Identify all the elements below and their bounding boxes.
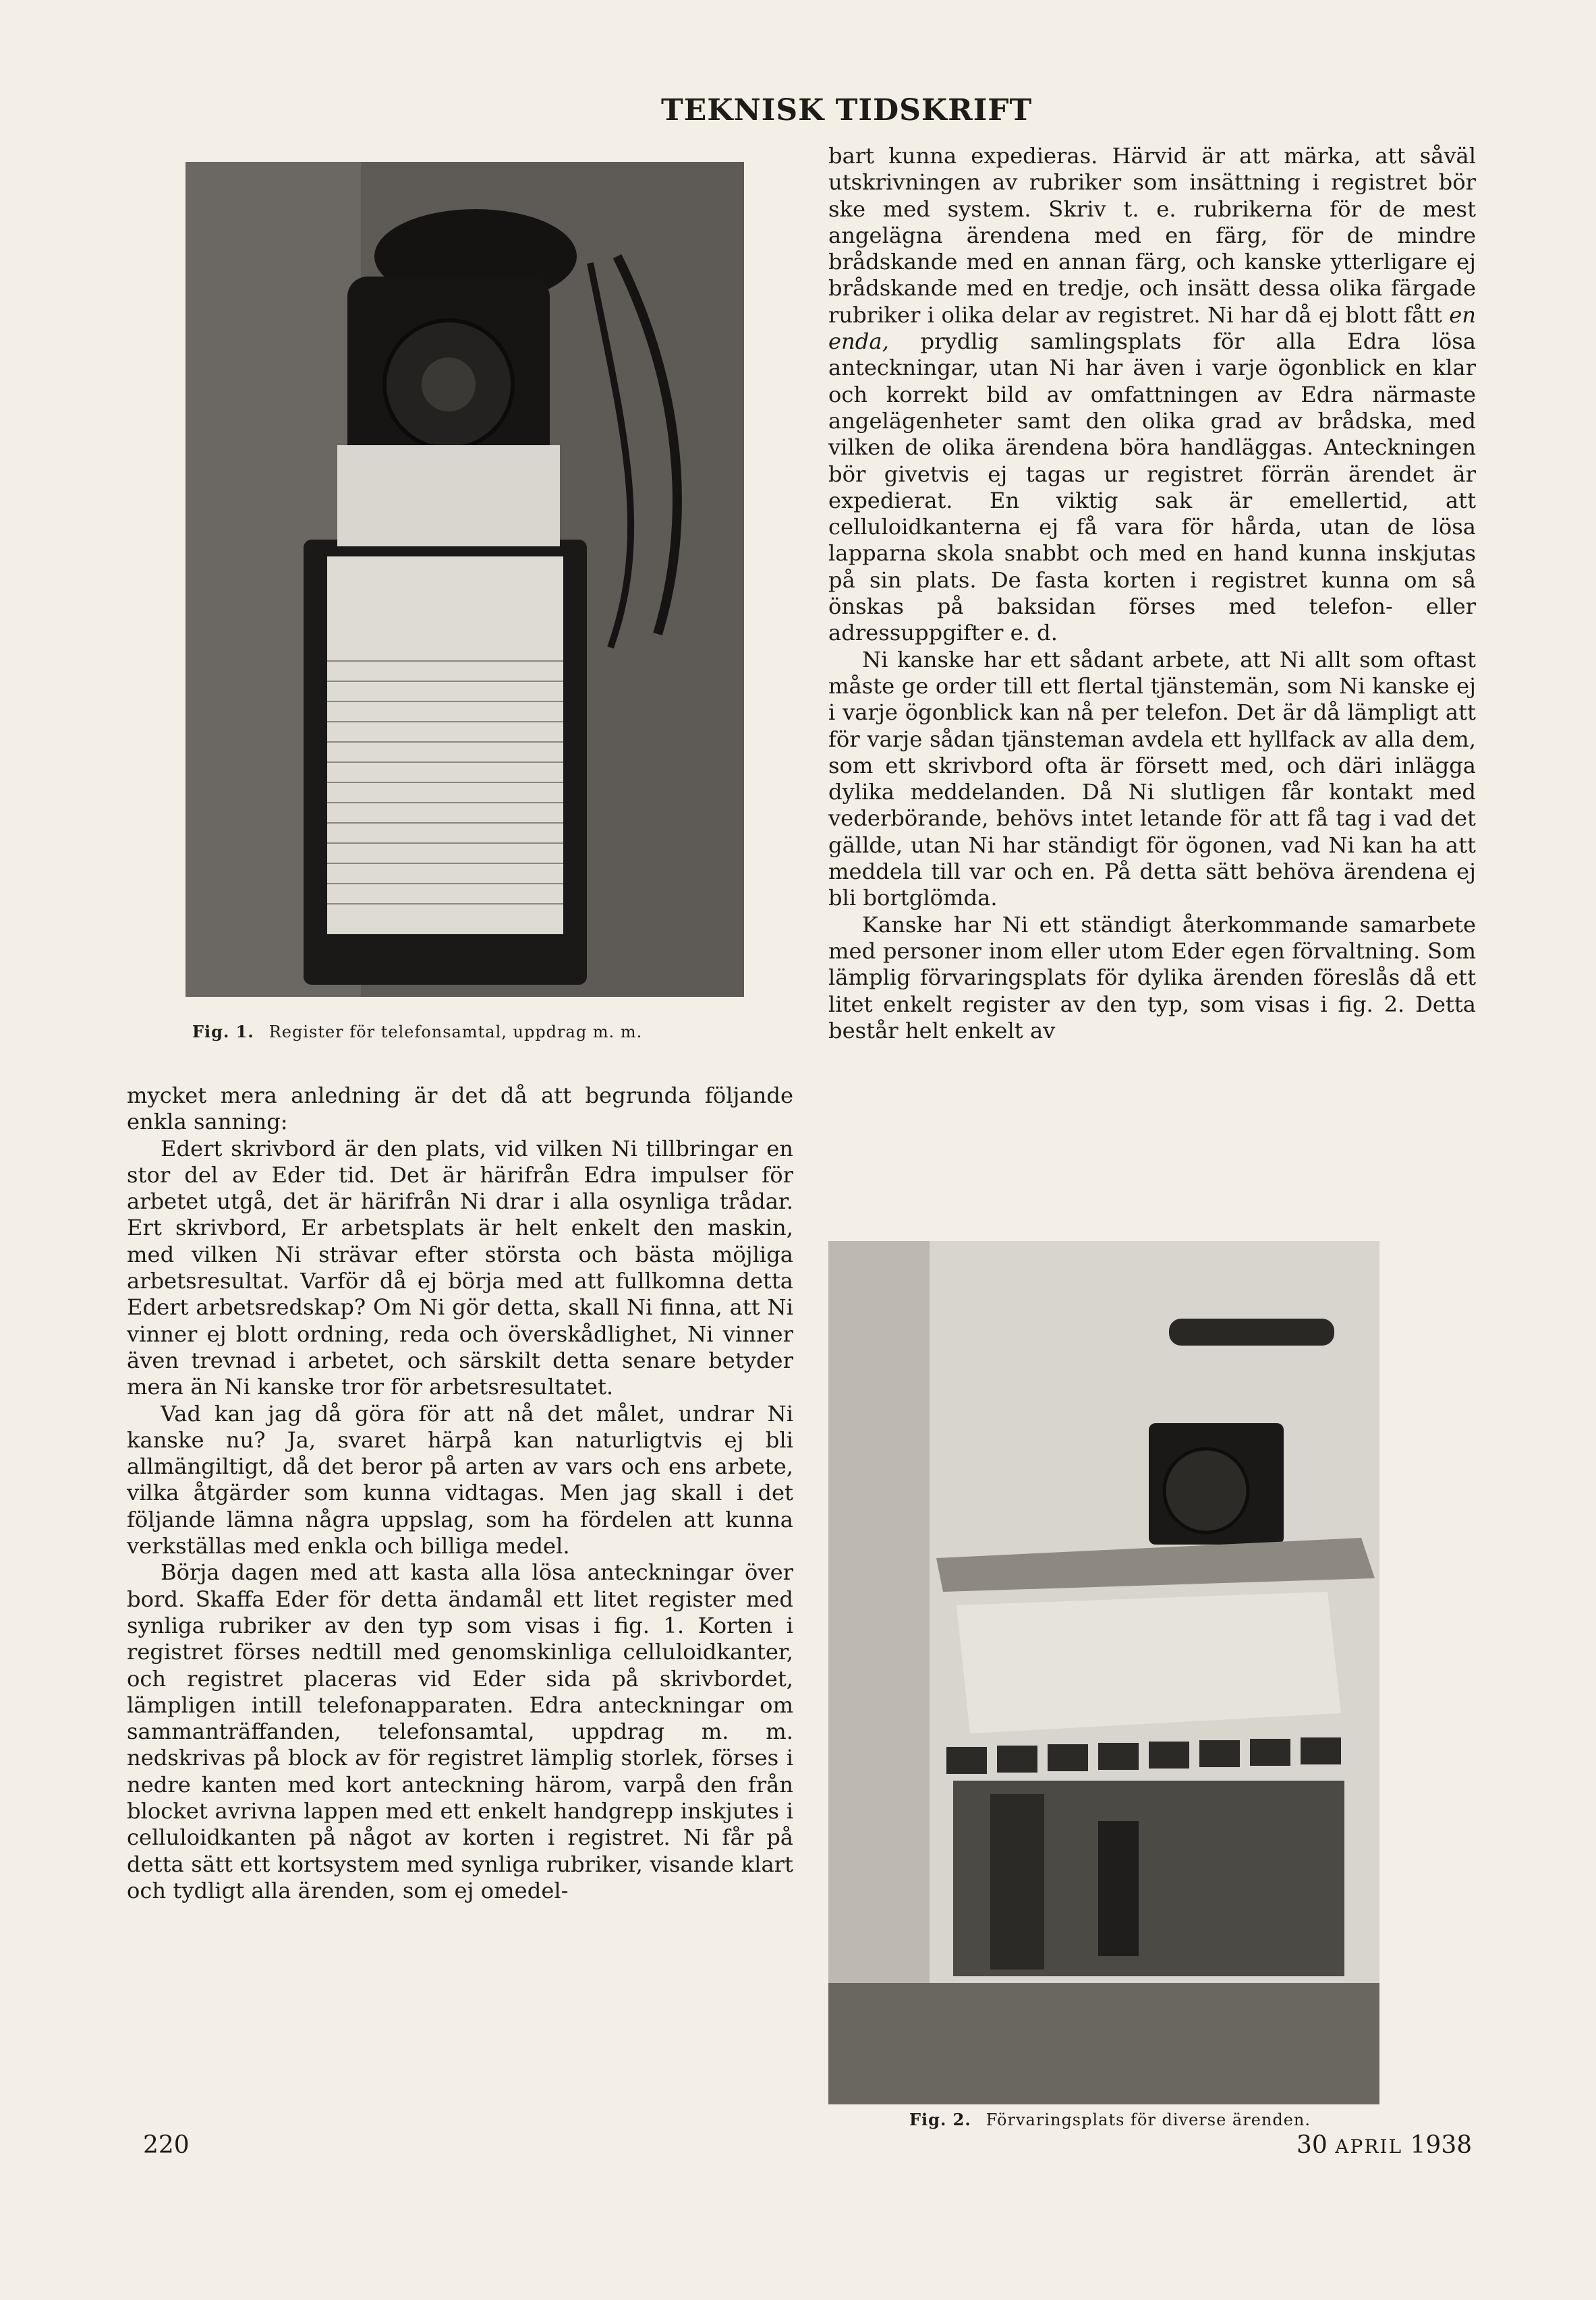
- right-text-column: [828, 143, 1476, 1044]
- date-day: 30: [1296, 2131, 1328, 2159]
- paragraph-text: prydlig samlingsplats för alla Edra lösa anteckningar, utan Ni har även i varje ögonblick en klar och korrekt bild av omfattningen av Edra närmaste angelägenheter samt den olika grad av brådska, med vilken de olika ärendena böra handläggas. Anteckningen bör givetvis ej tagas ur registret förrän ärendet är expedierat. En viktig sak är emellertid, att celluloidkanterna ej få vara för hårda, utan de lösa lapparna skola snabbt och med en hand kunna inskjutas på sin plats. De fasta korten i registret kunna om så önskas på baksidan förses med telefon- eller adressuppgifter e. d.: [828, 328, 1476, 646]
- figure-2-photo: [828, 1241, 1379, 2104]
- paragraph: Börja dagen med att kasta alla lösa anteckningar över bord. Skaffa Eder för detta ändamål ett litet register med synliga rubriker av den typ som visas i fig. 1. Korten i registret förses nedtill med genomskinliga celluloidkanter, och registret placeras vid Eder sida på skrivbordet, lämpligen intill telefonapparaten. Edra anteckningar om sammanträffanden, telefonsamtal, uppdrag m. m. nedskrivas på block av för registret lämplig storlek, förses i nedre kanten med kort anteckning härom, varpå den från blocket avrivna lappen med ett enkelt handgrepp inskjutes i celluloidkanten på något av korten i registret. Ni får på detta sätt ett kortsystem med synliga rubriker, visande klart och tydligt alla ärenden, som ej omedel-: [127, 1559, 793, 1903]
- telephone-register-illustration: [186, 162, 744, 997]
- journal-title: TEKNISK TIDSKRIFT: [661, 93, 1033, 127]
- issue-date: [1296, 2131, 1472, 2159]
- figure-1-caption-text: Register för telefonsamtal, uppdrag m. m.: [268, 1023, 643, 1041]
- figure-2-caption: [909, 2110, 1311, 2129]
- figure-2-label: Fig. 2.: [909, 2110, 971, 2129]
- paragraph: mycket mera anledning är det då att begrunda följande enkla sanning:: [127, 1083, 793, 1135]
- figure-2-caption-text: Förvaringsplats för diverse ärenden.: [986, 2110, 1311, 2129]
- paragraph-text: bart kunna expedieras. Härvid är att märka, att såväl utskrivningen av rubriker som insättning i registret bör ske med system. Skriv t. e. rubrikerna för de mest angelägna ärendena med en färg, för de mindre brådskande med en annan färg, och kanske ytterligare ej brådskande med en tredje, och insätt dessa olika färgade rubriker i olika delar av registret. Ni har då ej blott fått: [828, 143, 1476, 328]
- emphasized-text: en enda,: [828, 301, 1476, 355]
- left-text-column: [127, 1083, 793, 1904]
- paragraph: Kanske har Ni ett ständigt återkommande samarbete med personer inom eller utom Eder egen förvaltning. Som lämplig förvaringsplats för dylika ärenden föreslås då ett litet enkelt register av den typ, som visas i fig. 2. Detta består helt enkelt av: [828, 911, 1476, 1043]
- paragraph: Edert skrivbord är den plats, vid vilken Ni tillbringar en stor del av Eder tid. Det är härifrån Edra impulser för arbetet utgå, det är härifrån Ni drar i alla osynliga trådar. Ert skrivbord, Er arbetsplats är helt enkelt den maskin, med vilken Ni strävar efter största och bästa möjliga arbetsresultat. Varför då ej börja med att fullkomna detta Edert arbetsredskap? Om Ni gör detta, skall Ni finna, att Ni vinner ej blott ordning, reda och överskådlighet, Ni vinner även trevnad i arbetet, och särskilt detta senare betyder mera än Ni kanske tror för arbetsresultatet.: [127, 1135, 793, 1400]
- figure-1-photo: [186, 162, 744, 997]
- paragraph: Vad kan jag då göra för att nå det målet, undrar Ni kanske nu? Ja, svaret härpå kan naturligtvis ej bli allmängiltigt, då det beror på arten av vars och ens arbete, vilka åtgärder som kunna vidtagas. Men jag skall i det följande lämna några uppslag, som ha fördelen att kunna verkställas med enkla och billiga medel.: [127, 1400, 793, 1559]
- date-month: APRIL: [1335, 2135, 1403, 2158]
- figure-1-label: Fig. 1.: [192, 1022, 254, 1041]
- figure-1-caption: [192, 1022, 642, 1041]
- paragraph: [828, 143, 1476, 647]
- paragraph: Ni kanske har ett sådant arbete, att Ni allt som oftast måste ge order till ett flertal tjänstemän, som Ni kanske ej i varje ögonblick kan nå per telefon. Det är då lämpligt att för varje sådan tjänsteman avdela ett hyllfack av alla dem, som ett skrivbord ofta är försett med, och däri inlägga dylika meddelanden. Då Ni slutligen får kontakt med vederbörande, behövs intet letande för att få tag i vad det gällde, utan Ni har ständigt för ögonen, vad Ni kan ha att meddela till var och en. På detta sätt behöva ärendena ej bli bortglömda.: [828, 646, 1476, 911]
- filing-stand-illustration: [828, 1241, 1379, 2104]
- date-year: 1938: [1410, 2131, 1473, 2159]
- page-number: 220: [143, 2131, 190, 2159]
